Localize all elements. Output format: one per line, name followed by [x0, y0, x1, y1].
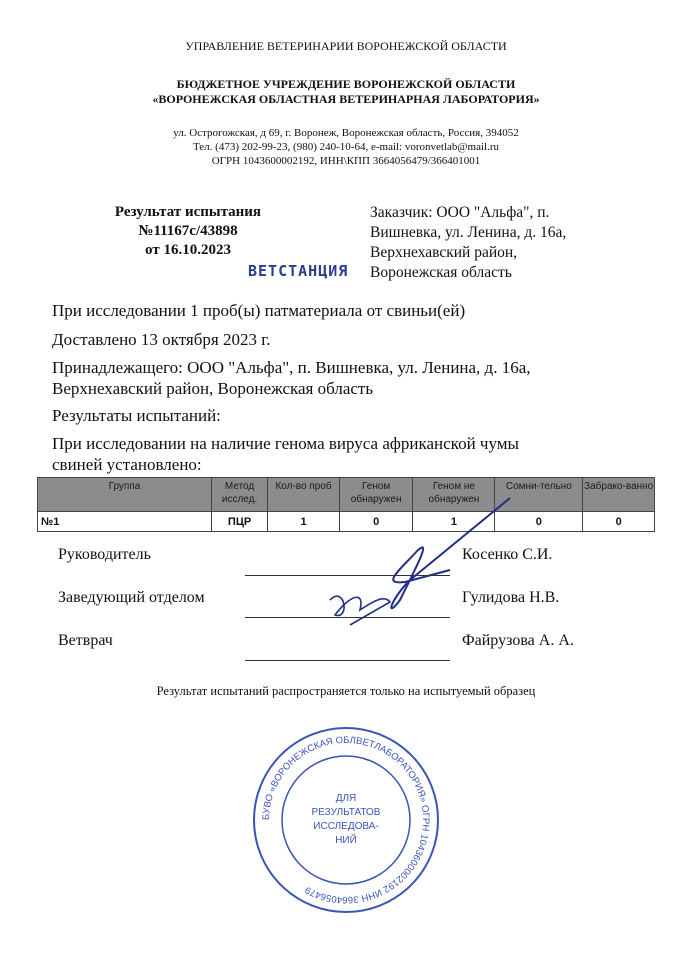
- results-label: Результаты испытаний:: [52, 406, 221, 425]
- col-header: Кол-во проб: [268, 478, 340, 512]
- contacts: Тел. (473) 202-99-23, (980) 240-10-64, e-mail: voronvetlab@mail.ru: [192, 141, 499, 153]
- customer-line: Заказчик: ООО "Альфа", п.: [370, 204, 550, 221]
- result-number: №11167с/43898: [138, 223, 238, 239]
- seal-center-text: ИССЛЕДОВА-: [313, 821, 379, 832]
- finding-text: [52, 433, 652, 475]
- organization-contacts: [0, 126, 692, 168]
- signature-name: Файрузова А. А.: [462, 632, 574, 649]
- result-block: [88, 203, 288, 260]
- owner-text: [52, 357, 652, 399]
- organization-name: [0, 77, 692, 107]
- owner-line: Верхнехавский район, Воронежская область: [52, 379, 374, 398]
- result-date: от 16.10.2023: [145, 242, 231, 258]
- seal-center-text: РЕЗУЛЬТАТОВ: [311, 807, 381, 818]
- signature-line: [245, 660, 450, 661]
- seal-ring-text: БУВО «ВОРОНЕЖСКАЯ ОБЛВЕТЛАБОРАТОРИЯ» ОГРН 1043600002192 ИНН 3664056479: [260, 734, 432, 906]
- col-header: Группа: [38, 478, 212, 512]
- org-line-2: «ВОРОНЕЖСКАЯ ОБЛАСТНАЯ ВЕТЕРИНАРНАЯ ЛАБОРАТОРИЯ»: [152, 92, 540, 106]
- address: ул. Острогожская, д 69, г. Воронеж, Воронежская область, Россия, 394052: [173, 127, 519, 139]
- col-header: Забрако-ванно: [583, 478, 655, 512]
- svg-text:БУВО «ВОРОНЕЖСКАЯ ОБЛВЕТЛАБОРА: [261, 735, 431, 905]
- finding-line: свиней установлено:: [52, 455, 202, 474]
- customer-line: Воронежская область: [370, 264, 512, 281]
- col-header: Сомни-тельно: [495, 478, 583, 512]
- seal-center-text: НИЙ: [335, 835, 357, 846]
- footer-note: Результат испытаний распространяется только на испытуемый образец: [156, 684, 536, 698]
- cell: №1: [38, 512, 212, 532]
- customer-block: [370, 203, 630, 283]
- result-title: Результат испытания: [114, 204, 262, 220]
- signature-line: [245, 575, 450, 576]
- col-header: Геном не обнаружен: [413, 478, 495, 512]
- signature-role: Руководитель: [58, 546, 151, 563]
- laboratory-seal: [251, 725, 441, 915]
- authority-header: УПРАВЛЕНИЕ ВЕТЕРИНАРИИ ВОРОНЕЖСКОЙ ОБЛАСТИ: [185, 39, 507, 53]
- cell: 0: [583, 512, 655, 532]
- vet-station-stamp: ВЕТСТАНЦИЯ: [248, 262, 349, 280]
- seal-center-text: ДЛЯ: [335, 793, 357, 804]
- cell: 1: [268, 512, 340, 532]
- signature-line: [245, 617, 450, 618]
- finding-line: При исследовании на наличие генома вируса африканской чумы: [52, 434, 519, 453]
- samples-text: При исследовании 1 проб(ы) патматериала от свиньи(ей): [52, 301, 466, 320]
- signature-role: Заведующий отделом: [58, 589, 205, 606]
- customer-line: Вишневка, ул. Ленина, д. 16а,: [370, 224, 567, 241]
- cell: 1: [413, 512, 495, 532]
- signature-role: Ветврач: [58, 632, 113, 649]
- signature-name: Косенко С.И.: [462, 546, 553, 563]
- customer-line: Верхнехавский район,: [370, 244, 518, 261]
- col-header: Геном обнаружен: [339, 478, 413, 512]
- cell: 0: [495, 512, 583, 532]
- owner-line: Принадлежащего: ООО "Альфа", п. Вишневка, ул. Ленина, д. 16а,: [52, 358, 531, 377]
- delivery-text: Доставлено 13 октября 2023 г.: [52, 330, 271, 349]
- registration-ids: ОГРН 1043600002192, ИНН\КПП 3664056479/366401001: [211, 155, 481, 167]
- cell: 0: [339, 512, 413, 532]
- col-header: Метод исслед.: [211, 478, 267, 512]
- signature-name: Гулидова Н.В.: [462, 589, 560, 606]
- org-line-1: БЮДЖЕТНОЕ УЧРЕЖДЕНИЕ ВОРОНЕЖСКОЙ ОБЛАСТИ: [176, 77, 516, 91]
- cell: ПЦР: [211, 512, 267, 532]
